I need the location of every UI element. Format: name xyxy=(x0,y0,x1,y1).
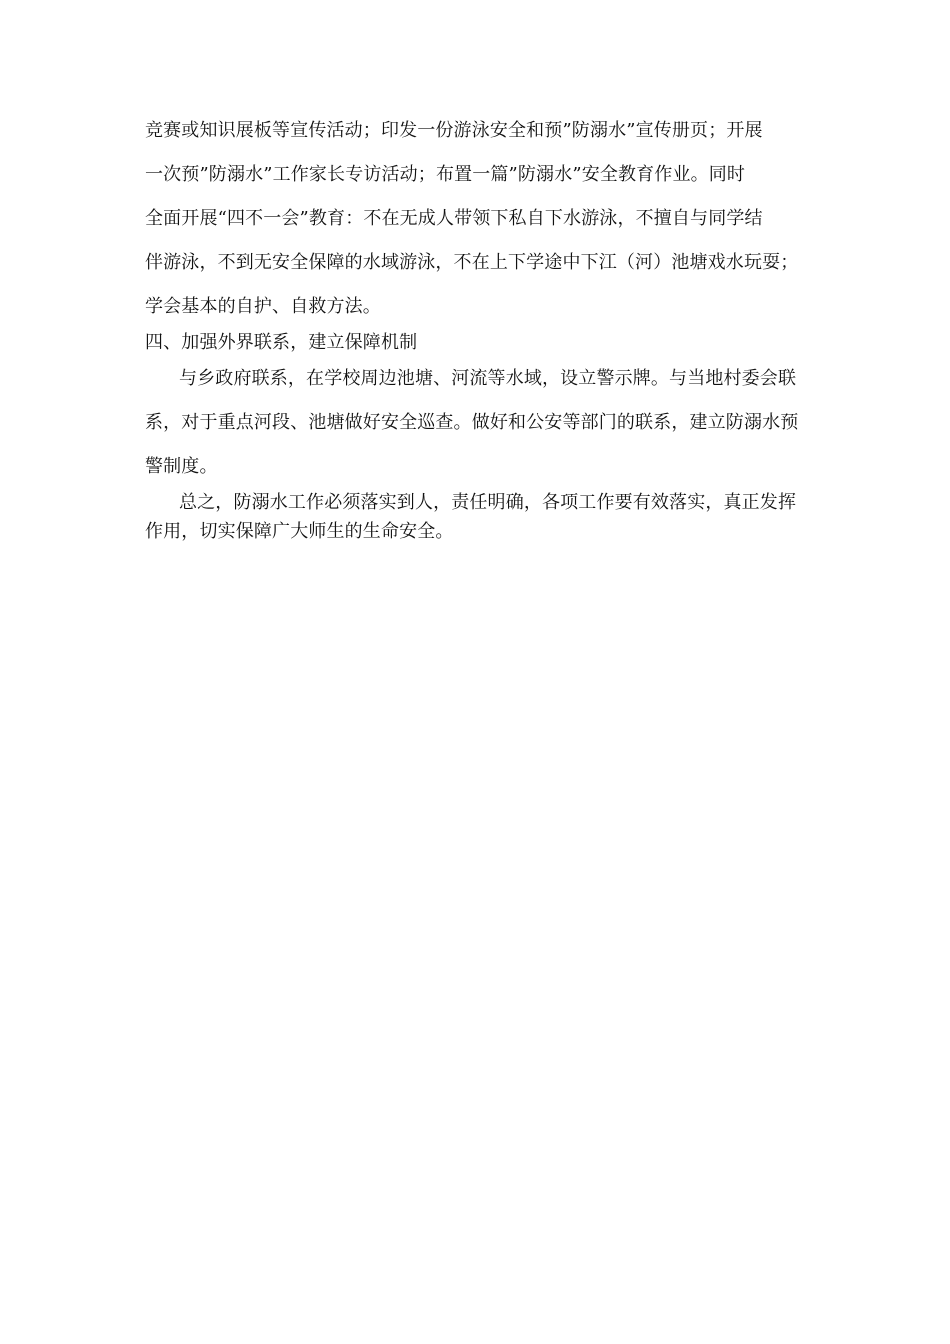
body-text-line-2: 一次预”防溺水”工作家长专访活动；布置一篇”防溺水”安全教育作业。同时 xyxy=(145,164,746,185)
conclusion-line-2: 作用，切实保障广大师生的生命安全。 xyxy=(145,521,454,542)
document-body xyxy=(145,118,810,545)
body-text-line-8: 警制度。 xyxy=(145,456,218,477)
section-heading-4: 四、加强外界联系，建立保障机制 xyxy=(145,332,418,353)
body-text-line-7: 系，对于重点河段、池塘做好安全巡查。做好和公安等部门的联系，建立防溺水预 xyxy=(145,412,799,433)
body-text-line-6: 与乡政府联系，在学校周边池塘、河流等水域，设立警示牌。与当地村委会联 xyxy=(179,368,797,389)
body-text-line-1: 竞赛或知识展板等宣传活动；印发一份游泳安全和预”防溺水”宣传册页；开展 xyxy=(145,120,763,141)
conclusion-line-1: 总之，防溺水工作必须落实到人，责任明确，各项工作要有效落实，真正发挥 xyxy=(179,492,797,513)
body-text-line-3: 全面开展“四不一会”教育：不在无成人带领下私自下水游泳，不擅自与同学结 xyxy=(145,208,763,229)
body-text-line-5: 学会基本的自护、自救方法。 xyxy=(145,296,381,317)
body-text-line-4: 伴游泳，不到无安全保障的水域游泳，不在上下学途中下江（河）池塘戏水玩耍； xyxy=(145,252,799,273)
